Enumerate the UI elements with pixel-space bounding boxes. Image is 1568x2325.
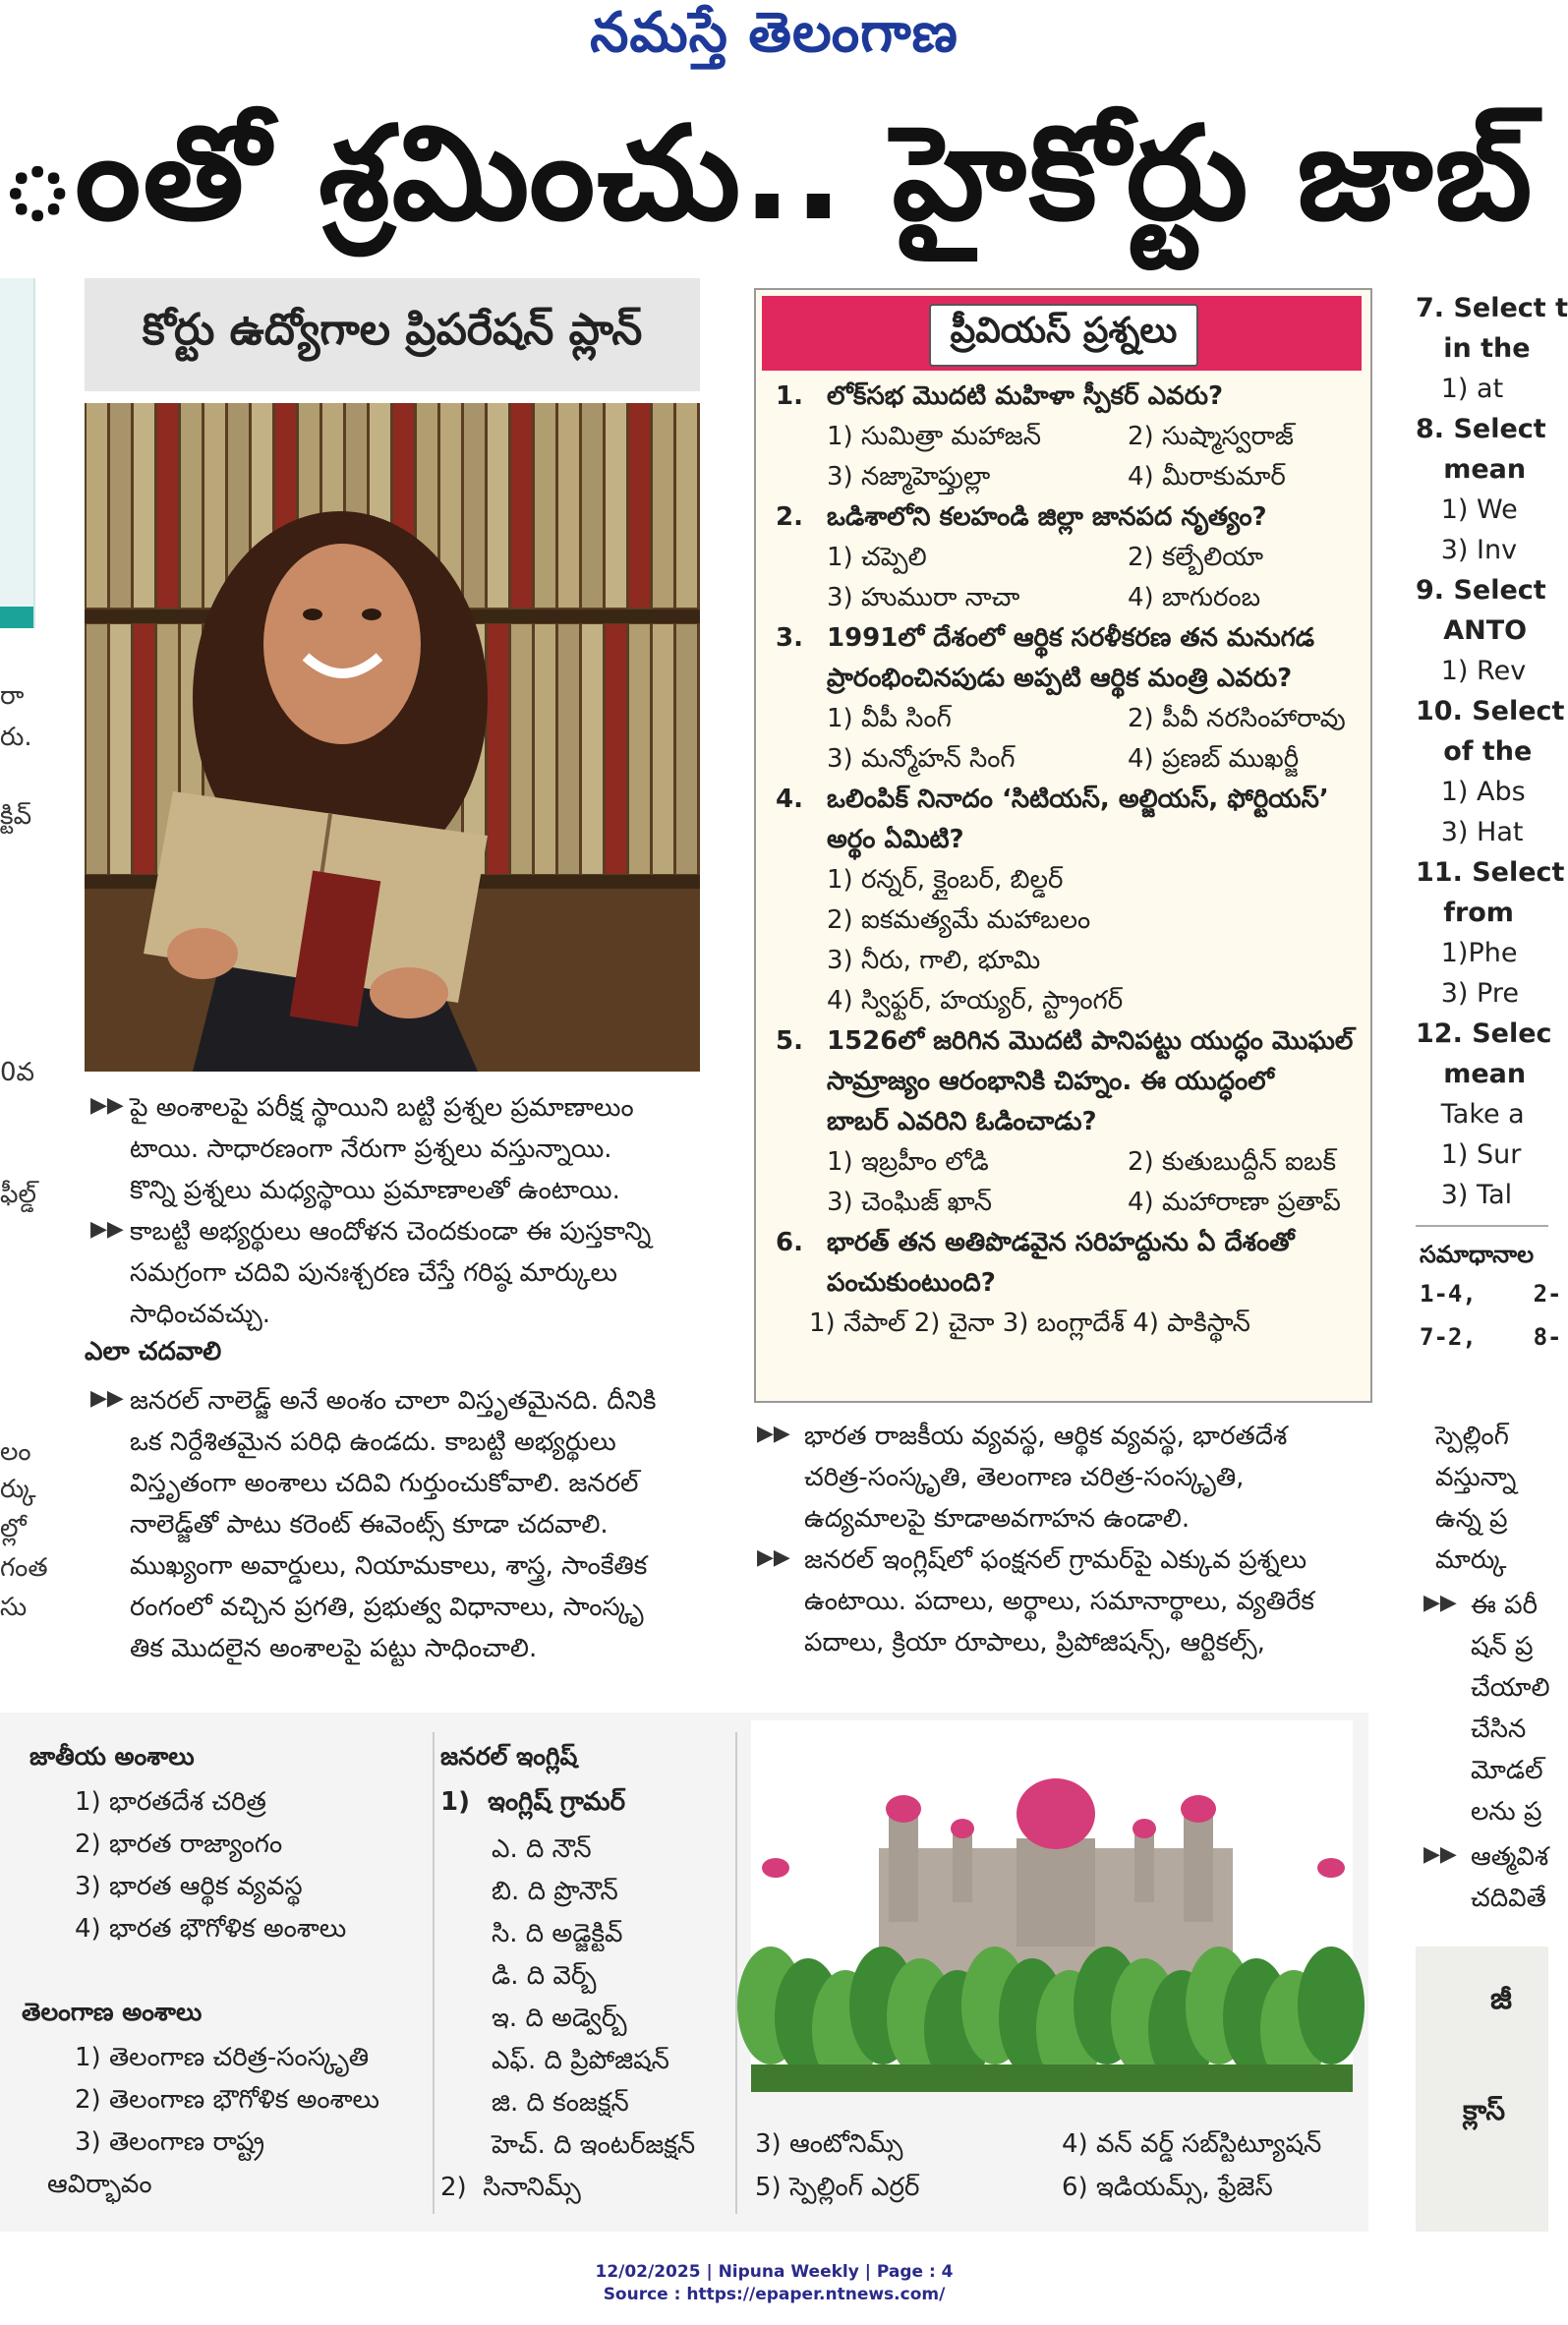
lawyer-photo [85,403,700,1072]
question-text: ఒడిశాలోని కలహండి జిల్లా జానపద నృత్యం? [827,502,1267,532]
right-question-line: 8. Select [1416,414,1546,444]
footer [0,2261,1548,2306]
answer-option: 1) ఇబ్రహీం లోడి [827,1147,989,1177]
right-question-line: 1) We [1416,494,1518,525]
answer-option: 3) హుమురా నాచా [827,583,1020,612]
question-text: బాబర్ ఎవరిని ఓడించాడు? [827,1107,1097,1136]
question-text: 1991లో దేశంలో ఆర్థిక సరళీకరణ తన మనుగడ [827,623,1315,653]
bullet-icon: ▶▶ [1423,1842,1457,1867]
telangana-topic: ఆవిర్భావం [47,2170,152,2199]
paragraph-line: పై అంశాలపై పరీక్ష స్థాయిని బట్టి ప్రశ్నల ప్రమాణాలుం [130,1093,634,1123]
left-fragment: సు [0,1593,28,1622]
question-text: పంచుకుంటుంది? [827,1268,996,1298]
right-lower-line: మోడల్ [1471,1756,1543,1785]
paragraph-line: కొన్ని ప్రశ్నలు మధ్యస్థాయి ప్రమాణాలతో ఉంటాయి. [130,1176,620,1205]
answer-option: 4) ప్రణబ్ ముఖర్జీ [1128,744,1300,774]
divider-2 [735,1732,737,2214]
question-text: సామ్రాజ్యం ఆరంభానికి చిహ్నం. ఈ యుద్ధంలో [827,1067,1274,1096]
question-number: 4. [776,785,803,814]
left-fragment: క్టివ్ [0,801,32,831]
question-text: అర్థం ఏమిటి? [827,825,964,854]
divider-1 [433,1732,435,2214]
paragraph-line: సాధించవచ్చు. [130,1300,271,1329]
previous-questions-box [754,288,1372,1403]
paragraph-line: చరిత్ర-సంస్కృతి, తెలంగాణ చరిత్ర-సంస్కృతి, [804,1463,1245,1492]
paragraph-line: తిక మొదలైన అంశాలపై పట్టు సాధించాలి. [130,1634,538,1663]
right-lower-line: షన్ ప్ర [1471,1632,1534,1661]
right-question-line: 3) Tal [1416,1180,1513,1210]
right-lower-line: మార్కు [1435,1545,1507,1575]
right-lower-line: చదివితే [1471,1884,1546,1913]
right-box-line: క్లాస్ [1463,2094,1506,2126]
right-lower-line: ఈ పరీ [1471,1591,1539,1620]
question-text: భారత్ తన అతిపొడవైన సరిహద్దును ఏ దేశంతో [827,1228,1295,1257]
grammar-topic: బి. ది ప్రొనౌన్ [492,1877,618,1906]
left-fragment: రా [0,681,25,711]
english-topic: 4) వన్ వర్డ్ సబ్‌స్టిట్యూషన్ [1062,2129,1322,2159]
right-question-line: mean [1416,454,1527,485]
right-question-line: Take a [1416,1099,1525,1130]
answer-option: 2) కుతుబుద్దీన్ ఐబక్ [1128,1147,1337,1177]
question-number: 1. [776,381,803,411]
right-lower-line: లను ప్ర [1471,1797,1542,1827]
telangana-topic: 1) తెలంగాణ చరిత్ర-సంస్కృతి [75,2043,370,2072]
question-text: 1526లో జరిగిన మొదటి పానిపట్టు యుద్ధం మొఘల్ [827,1026,1354,1056]
right-question-line: 3) Pre [1416,978,1519,1009]
answer-option: 3) నీరు, గాలి, భూమి [827,946,1041,975]
left-fragment: ర్కు [0,1475,36,1504]
answer-option: 2) కల్బేలియా [1128,543,1264,572]
national-topic: 1) భారతదేశ చరిత్ర [75,1787,266,1817]
teal-bar [0,607,33,628]
how-to-read-heading: ఎలా చదవాలి [85,1337,222,1366]
national-topic: 4) భారత భౌగోళిక అంశాలు [75,1914,347,1944]
right-question-line: mean [1416,1059,1527,1089]
bullet-icon: ▶▶ [757,1422,790,1446]
answer-option: 2) పీవీ నరసింహారావు [1128,704,1346,733]
left-fragment: రు. [0,723,32,752]
question-number: 2. [776,502,803,532]
question-text: లోక్‌సభ మొదటి మహిళా స్పీకర్ ఎవరు? [827,381,1224,411]
answer-option: 4) బాగురంబ [1128,583,1261,612]
right-question-line: of the [1416,736,1533,767]
answer-option: 4) మీరాకుమార్ [1128,462,1286,492]
bullet-icon: ▶▶ [1423,1591,1457,1615]
right-question-line: 1) Rev [1416,656,1527,686]
right-question-line: from [1416,898,1514,928]
national-topic: 2) భారత రాజ్యాంగం [75,1830,283,1859]
answer-option: 3) మన్మోహన్ సింగ్ [827,744,1016,774]
grammar-topic: ఇ. ది అడ్వెర్బ్ [492,2004,627,2033]
answer-option: 1) వీపీ సింగ్ [827,704,952,733]
paragraph-line: కాబట్టి అభ్యర్థులు ఆందోళన చెందకుండా ఈ పుస్తకాన్ని [130,1217,652,1247]
paragraph-line: భారత రాజకీయ వ్యవస్థ, ఆర్థిక వ్యవస్థ, భారతదేశ [804,1422,1288,1451]
bullet-icon: ▶▶ [757,1545,790,1570]
question-number: 6. [776,1228,803,1257]
answer-option: 1) సుమిత్రా మహాజన్ [827,422,1042,451]
previous-questions-header [762,296,1362,371]
right-question-line: 1)Phe [1416,938,1518,968]
answer-option: 1) నేపాల్ 2) చైనా 3) బంగ్లాదేశ్ 4) పాకిస్థాన్ [809,1308,1250,1338]
right-question-line: 7. Select t [1416,293,1568,323]
headline: ంతో శ్రమించు.. హైకోర్టు జాబ్ [0,98,1535,250]
right-lower-line: చేసిన [1471,1715,1527,1744]
grammar-topic: సి. ది అడ్జెక్టివ్ [492,1919,623,1948]
right-question-line: ANTO [1416,615,1528,646]
footer-date-page: 12/02/2025 | Nipuna Weekly | Page : 4 [595,2262,954,2282]
answer-option: 3) చెంఘిజ్ ఖాన్ [827,1188,992,1217]
answer-option: 3) నజ్మాహెప్తుల్లా [827,462,991,492]
left-fragment: లం [0,1437,31,1467]
answer-key: 1-4, 2- [1420,1280,1562,1308]
paragraph-line: నాలెడ్జ్‌తో పాటు కరెంట్ ఈవెంట్స్ కూడా చదవాలి. [130,1510,609,1540]
right-question-line: 1) Sur [1416,1139,1522,1170]
previous-questions-title: ప్రీవియస్ ప్రశ్నలు [929,304,1198,367]
grammar-topic: జి. ది కంజక్షన్ [492,2088,629,2118]
plan-title: కోర్టు ఉద్యోగాల ప్రిపరేషన్ ప్లాన్ [85,278,700,391]
question-number: 5. [776,1026,803,1056]
english-topic: 5) స్పెల్లింగ్ ఎర్రర్ [755,2173,920,2202]
right-question-line: 11. Select [1416,857,1565,888]
telangana-topic: 2) తెలంగాణ భౌగోళిక అంశాలు [75,2085,379,2115]
bullet-icon: ▶▶ [90,1217,124,1242]
left-fragment: గంత [0,1553,48,1583]
left-column-box [0,278,35,628]
paragraph-line: ఉంటాయి. పదాలు, అర్థాలు, సమానార్థాలు, వ్యతిరేక [804,1587,1314,1616]
right-question-line: 3) Inv [1416,535,1518,565]
paragraph-line: పదాలు, క్రియా రూపాలు, ప్రిపోజిషన్స్, ఆర్టికల్స్, [804,1628,1265,1657]
answer-option: 1) చప్పెలి [827,543,927,572]
english-title: జనరల్ ఇంగ్లిష్ [440,1742,578,1771]
right-lower-line: చేయాలి [1471,1673,1550,1703]
grammar-topic: ఎఫ్. ది ప్రిపోజిషన్ [492,2046,669,2075]
grammar-topic: హెచ్. ది ఇంటర్‌జక్షన్ [492,2130,696,2160]
paragraph-line: ముఖ్యంగా అవార్డులు, నియామకాలు, శాస్త్ర, సాంకేతిక [130,1551,648,1581]
right-question-line: in the [1416,333,1531,364]
left-fragment: ల్లో [0,1514,27,1543]
answer-option: 4) మహారాణా ప్రతాప్ [1128,1188,1341,1217]
right-question-line: 12. Selec [1416,1018,1552,1049]
english-grammar: 1) ఇంగ్లిష్ గ్రామర్ [440,1787,625,1817]
right-box-line: జీ [1490,1982,1512,2016]
paragraph-line: ఉద్యమాలపై కూడాఅవగాహన ఉండాలి. [804,1504,1191,1534]
right-question-line: 10. Select [1416,696,1565,727]
right-question-line: 3) Hat [1416,817,1524,847]
right-lower-line: వస్తున్నా [1435,1463,1517,1492]
right-question-line: 1) Abs [1416,777,1526,807]
paragraph-line: ఒక నిర్దేశితమైన పరిధి ఉండదు. కాబట్టి అభ్యర్థులు [130,1427,616,1457]
left-fragment: 0వ [0,1058,35,1087]
telangana-topics-title: తెలంగాణ అంశాలు [22,1998,203,2026]
grammar-topic: డి. ది వెర్బ్ [492,1961,597,1991]
bullet-icon: ▶▶ [90,1093,124,1118]
answer-option: 2) సుష్మాస్వరాజ్ [1128,422,1294,451]
paragraph-line: జనరల్ నాలెడ్జ్ అనే అంశం చాలా విస్తృతమైనది. దీనికి [130,1386,657,1416]
high-court-photo [751,1720,1353,2092]
right-divider [1416,1225,1548,1227]
paragraph-line: సమగ్రంగా చదివి పునఃశ్చరణ చేస్తే గరిష్ఠ మార్కులు [130,1258,617,1288]
answer-option: 2) ఐకమత్యమే మహాబలం [827,905,1091,935]
national-topic: 3) భారత ఆర్థిక వ్యవస్థ [75,1872,303,1901]
left-fragment: ఫీల్డ్ [0,1180,36,1209]
right-question-line: 1) at [1416,374,1504,404]
right-lower-line: ఆత్మవిశ [1471,1842,1549,1872]
paragraph-line: జనరల్ ఇంగ్లిష్‌లో ఫంక్షనల్ గ్రామర్‌పై ఎక్కువ ప్రశ్నలు [804,1545,1307,1575]
right-question-line: 9. Select [1416,575,1546,606]
english-topic: 6) ఇడియమ్స్, ఫ్రేజెస్ [1062,2173,1273,2202]
question-number: 3. [776,623,803,653]
answer-option: 4) స్విఫ్టర్, హయ్యర్, స్ట్రాంగర్ [827,986,1124,1016]
footer-source: Source : https://epaper.ntnews.com/ [603,2285,946,2304]
question-text: ప్రారంభించినపుడు అప్పటి ఆర్థిక మంత్రి ఎవరు? [827,664,1293,693]
bullet-icon: ▶▶ [90,1386,124,1411]
right-lower-line: ఉన్న ప్ర [1435,1504,1508,1534]
answer-option: 1) రన్నర్, క్లైంబర్, బిల్డర్ [827,865,1064,895]
answer-key: 7-2, 8- [1420,1323,1562,1351]
english-topic: 3) ఆంటోనిమ్స్ [755,2129,903,2159]
paragraph-line: విస్తృతంగా అంశాలు చదివి గుర్తుంచుకోవాలి. జనరల్ [130,1469,639,1498]
telangana-topic: 3) తెలంగాణ రాష్ట్ర [75,2127,265,2157]
masthead-logo: నమస్తే తెలంగాణ [590,0,958,65]
paragraph-line: రంగంలో వచ్చిన ప్రగతి, ప్రభుత్వ విధానాలు, సాంస్కృ [130,1593,644,1622]
answers-title: సమాధానాల [1420,1241,1535,1268]
paragraph-line: టాయి. సాధారణంగా నేరుగా ప్రశ్నలు వస్తున్నాయి. [130,1134,612,1164]
right-bottom-box [1416,1947,1548,2232]
right-lower-line: స్పెల్లింగ్ [1435,1422,1509,1451]
question-text: ఒలింపిక్ నినాదం ‘సిటియస్, అల్జియస్, ఫోర్టియస్’ [827,785,1329,814]
right-english-questions [1416,288,1568,1281]
grammar-topic: ఎ. ది నౌన్ [492,1834,592,1864]
synonyms-item: 2) సినానిమ్స్ [440,2173,581,2202]
national-topics-title: జాతీయ అంశాలు [29,1742,195,1771]
